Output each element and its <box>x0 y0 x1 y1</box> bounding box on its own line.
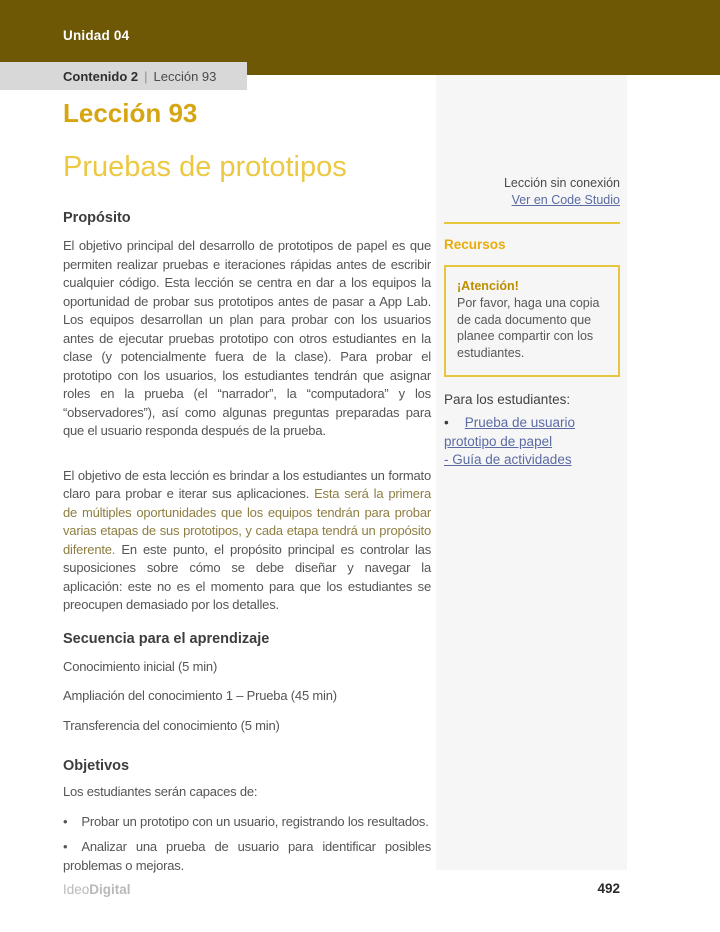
unit-label: Unidad 04 <box>63 28 130 43</box>
lesson-number-title: Lección 93 <box>63 98 198 128</box>
objetivos-heading: Objetivos <box>63 758 130 774</box>
attention-body: Por favor, haga una copia de cada documento que planee compartir con los estudiantes. <box>457 296 600 360</box>
student-link-line-1[interactable]: Prueba de usuario <box>464 415 576 430</box>
objetivo-text-2: Analizar una prueba de usuario para identificar posibles problemas o mejoras. <box>63 839 431 873</box>
objetivo-text-1: Probar un prototipo con un usuario, registrando los resultados. <box>81 813 429 829</box>
offline-block <box>444 75 620 209</box>
breadcrumb-lesson: Lección 93 <box>153 68 217 84</box>
secuencia-item-1: Conocimiento inicial (5 min) <box>63 658 218 674</box>
brand-light-part: Ideo <box>63 882 90 897</box>
lesson-subtitle: Pruebas de prototipos <box>63 151 347 183</box>
objetivo-item-2 <box>63 838 431 875</box>
proposito-paragraph-1: El objetivo principal del desarrollo de prototipos de papel es que permiten realizar pruebas e iteraciones rápidas antes de escribir cualquier código. Esta lección se centra en dar a los equipos la oportunidad de probar sus prototipos antes de pasar a App Lab. Los equipos desarrollan un plan para probar con los usuarios antes de ejecutar pruebas prototipo con otros estudiantes en la clase (y potencialmente fuera de la clase). Para probar el prototipo con los usuarios, los estudiantes tendrán que asignar roles en la prueba (el “narrador”, la “computadora” y los “observadores”), así como algunas preguntas preparadas para que el usuario responda después de la prueba. <box>63 238 431 438</box>
secuencia-heading: Secuencia para el aprendizaje <box>63 630 270 647</box>
student-resource-links <box>444 414 620 470</box>
objetivo-item-1 <box>63 813 431 832</box>
bullet-icon: • <box>63 839 68 854</box>
student-link-line-2[interactable]: prototipo de papel <box>444 433 553 449</box>
secuencia-item-2: Ampliación del conocimiento 1 – Prueba (45 min) <box>63 688 337 703</box>
secuencia-item-3: Transferencia del conocimiento (5 min) <box>63 717 280 733</box>
footer-brand-logo <box>63 882 131 897</box>
offline-label: Lección sin conexión <box>503 176 620 190</box>
p2-highlighted-text: Esta será la primera de múltiples oportunidades que los equipos tendrán para probar varias etapas de sus prototipos, y cada etapa tendrá un propósito diferente. <box>63 486 431 557</box>
bullet-icon: • <box>63 813 68 829</box>
proposito-heading: Propósito <box>63 210 131 226</box>
proposito-paragraph-2 <box>63 467 431 615</box>
sidebar-divider <box>444 222 620 224</box>
students-label: Para los estudiantes: <box>444 392 571 407</box>
breadcrumb-separator: | <box>144 68 148 84</box>
brand-bold-part: Digital <box>89 882 131 897</box>
recursos-heading: Recursos <box>444 237 506 252</box>
code-studio-link[interactable]: Ver en Code Studio <box>511 193 620 207</box>
attention-title: ¡Atención! <box>457 279 519 293</box>
breadcrumb <box>0 62 247 90</box>
resources-sidebar <box>436 75 627 870</box>
student-link-line-3[interactable]: - Guía de actividades <box>444 452 572 467</box>
bullet-icon: • <box>444 415 449 430</box>
page-number: 492 <box>597 881 620 896</box>
attention-box <box>444 265 620 377</box>
objetivos-intro: Los estudiantes serán capaces de: <box>63 784 258 799</box>
p2-normal-after: En este punto, el propósito principal es controlar las suposiciones sobre cómo se debe diseñar y navegar la aplicación: este no es el momento para que los estudiantes se preocupen demasiado por los detalles. <box>63 541 431 612</box>
breadcrumb-section: Contenido 2 <box>63 68 139 84</box>
p2-normal-before: El objetivo de esta lección es brindar a los estudiantes un formato claro para probar e iterar sus aplicaciones. <box>63 467 431 501</box>
main-content <box>63 96 431 875</box>
